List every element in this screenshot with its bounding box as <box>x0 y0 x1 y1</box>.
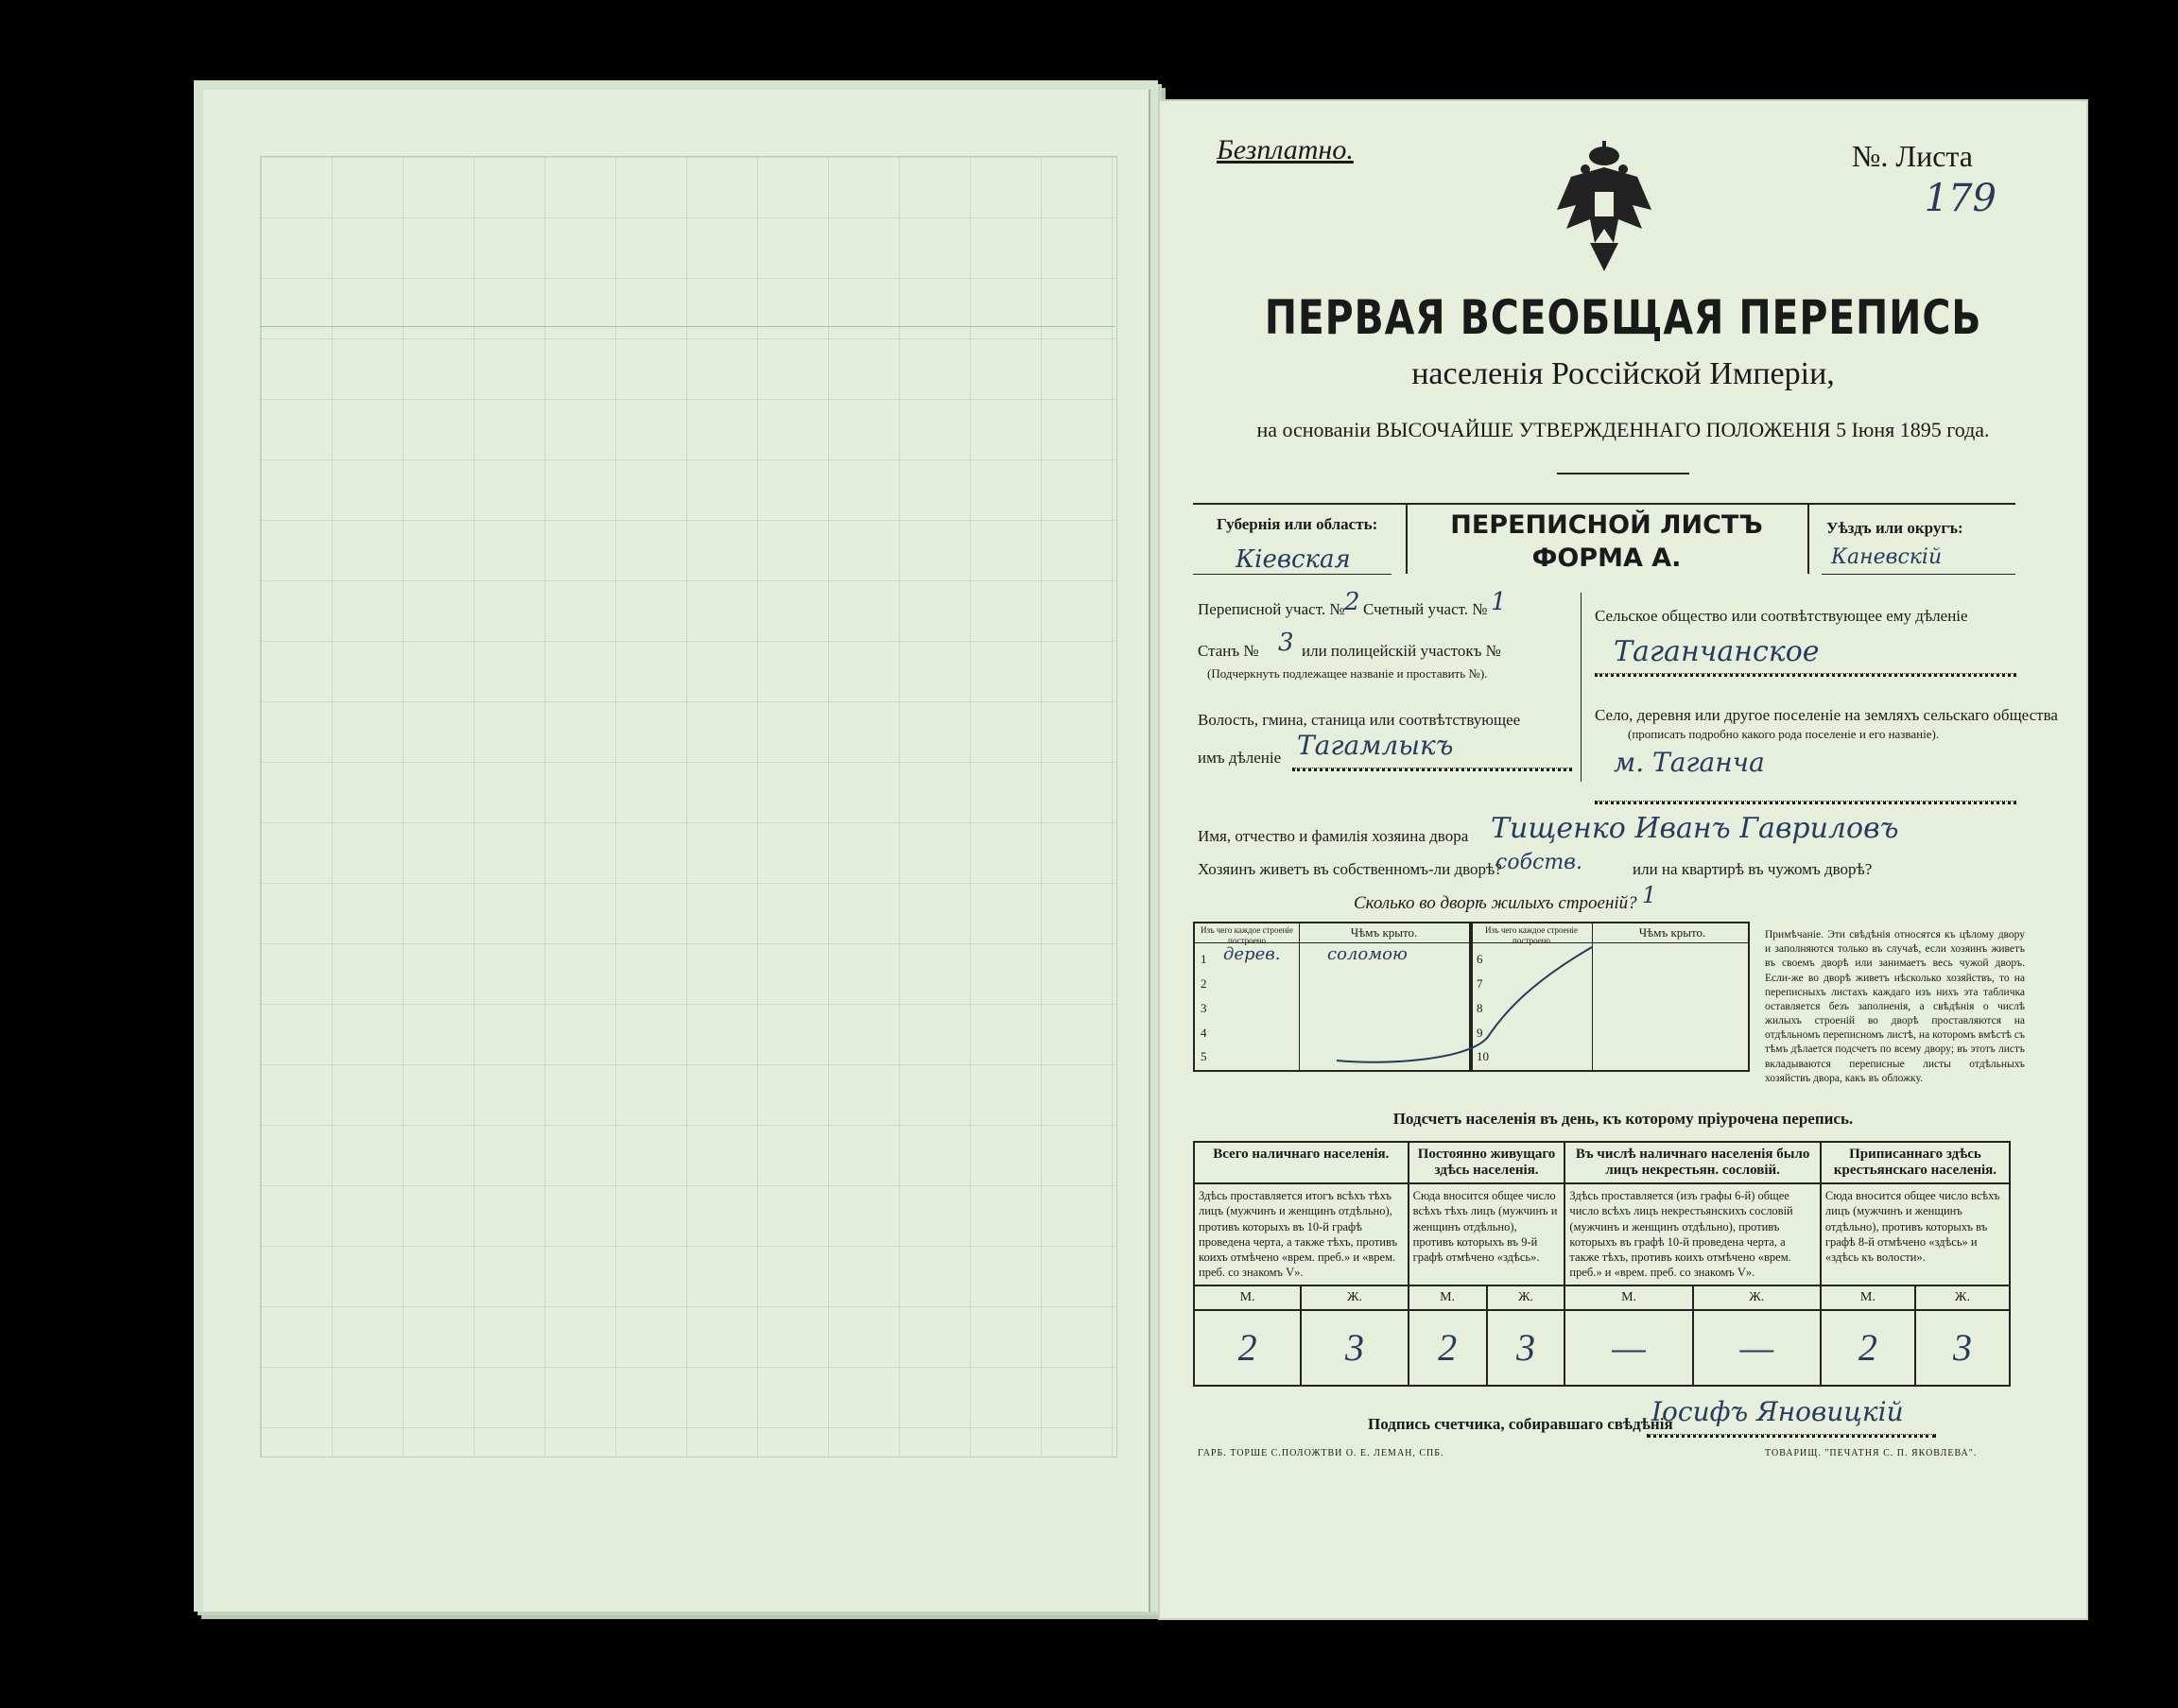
row-number: 1 <box>1201 952 1207 966</box>
own-yard-label: Хозяинъ живетъ въ собственномъ-ли дворѣ? <box>1198 860 1502 878</box>
village-underline <box>1595 801 2016 804</box>
population-female-value: — <box>1693 1310 1821 1386</box>
village-label: Село, деревня или другое поселеніе на земляхъ сельскаго общества <box>1595 706 2058 724</box>
volost-value: Тагамлыкъ <box>1297 730 1454 761</box>
form-subtitle: ФОРМА А. <box>1531 543 1682 573</box>
population-female-value: 3 <box>1915 1310 2010 1386</box>
population-male-value: — <box>1564 1310 1692 1386</box>
society-underline <box>1595 673 2016 677</box>
uezd-value: Каневскій <box>1831 545 1943 569</box>
female-label: Ж. <box>1487 1285 1565 1310</box>
strike-through-mark <box>1327 933 1611 1070</box>
buildings-table-col-rule <box>1299 923 1300 1070</box>
other-yard-label: или на квартирѣ въ чужомъ дворѣ? <box>1633 860 1873 878</box>
row-number: 7 <box>1477 976 1483 991</box>
printer-left: ГАРБ. ТОРШЕ С.ПОЛОЖТВИ О. Е. ЛЕМАН, СПБ. <box>1198 1448 1444 1458</box>
population-col-desc: Сюда вносится общее число всѣхъ тѣхъ лицъ (мужчинъ и женщинъ отдѣльно), противъ которыхъ въ 9-й графѣ отмѣчено «здѣсь». <box>1409 1183 1565 1285</box>
left-page-header-area <box>260 156 1115 327</box>
population-col-head: Постоянно живущаго здѣсь населенія. <box>1409 1142 1565 1183</box>
count-area-label: Счетный участ. № <box>1363 600 1488 618</box>
police-area-label: или полицейскій участокъ № <box>1302 642 1501 660</box>
population-col-head: Приписаннаго здѣсь крестьянскаго населенія. <box>1821 1142 2010 1183</box>
building-1-roof: соломою <box>1327 944 1408 964</box>
buildings-note: Примѣчаніе. Эти свѣдѣнія относятся къ цѣлому двору и заполняются только въ случаѣ, если хозяинъ живетъ въ своемъ дворѣ или занимаетъ весь чужой дворъ. Если-же во дворѣ живетъ нѣсколько хозяйствъ, то на переписныхъ листахъ каждаго изъ нихъ эта табличка оставляется безъ заполненія, а свѣдѣнія о числѣ жилыхъ строеній во дворѣ проставляются на отдѣльномъ переписномъ листѣ, на которомъ вмѣстѣ съ тѣмъ дѣлается подсчетъ по всему двору; въ этотъ листъ вкладываются переписные листы отдѣльныхъ хозяйствъ двора, какъ въ обложку. <box>1765 929 2025 1084</box>
row-number: 2 <box>1201 976 1207 991</box>
male-label: М. <box>1409 1285 1487 1310</box>
stan-note: (Подчеркнуть подлежащее названіе и проставить №). <box>1207 666 1488 681</box>
population-col-head: Въ числѣ наличнаго населенія было лицъ некрестьян. сословій. <box>1564 1142 1820 1183</box>
society-label: Сельское общество или соотвѣтствующее ему дѣленіе <box>1595 607 1968 625</box>
buildings-col-material: Изъ чего каждое строеніе построено <box>1201 925 1293 945</box>
volost-underline <box>1292 768 1572 771</box>
population-table <box>1193 1141 2011 1387</box>
village-value: м. Таганча <box>1614 747 1765 778</box>
population-female-value: 3 <box>1487 1310 1565 1386</box>
sheet-number-label: №. Листа <box>1851 139 1973 173</box>
owner-value: Тищенко Иванъ Гавриловъ <box>1491 812 1899 845</box>
buildings-col-material-2: Изъ чего каждое строеніе построено <box>1485 925 1578 945</box>
gubernia-label: Губернія или область: <box>1217 515 1378 533</box>
population-title: Подсчетъ населенія въ день, къ которому пріурочена перепись. <box>1392 1110 1854 1128</box>
buildings-table <box>1193 922 1750 1072</box>
header-divider-left <box>1406 503 1408 574</box>
signature-underline <box>1647 1434 1936 1438</box>
form-title: ПЕРЕПИСНОЙ ЛИСТЪ <box>1450 510 1763 540</box>
volost-label: Волость, гмина, станица или соотвѣтствующее <box>1198 711 1521 729</box>
row-number: 9 <box>1477 1026 1483 1040</box>
row-number: 10 <box>1477 1049 1489 1063</box>
signature-value: Іосифъ Яновицкій <box>1651 1396 1904 1427</box>
census-subtitle: населенія Россійской Имперіи, <box>1411 356 1835 391</box>
free-label: Безплатно. <box>1217 134 1354 165</box>
gubernia-underline <box>1193 574 1392 575</box>
female-label: Ж. <box>1693 1285 1821 1310</box>
stan-value: 3 <box>1278 629 1294 657</box>
own-yard-value: собств. <box>1495 851 1582 874</box>
left-page-grid <box>260 156 1117 1458</box>
imperial-eagle-icon <box>1552 139 1656 281</box>
census-form-page <box>1158 99 2088 1620</box>
row-number: 3 <box>1201 1001 1207 1015</box>
census-title: ПЕРВАЯ ВСЕОБЩАЯ ПЕРЕПИСЬ <box>1264 290 1982 345</box>
header-top-rule <box>1193 503 2015 505</box>
population-male-value: 2 <box>1821 1310 1915 1386</box>
volost-label-2: имъ дѣленіе <box>1198 749 1282 767</box>
gubernia-value: Кіевская <box>1236 545 1351 574</box>
row-number: 5 <box>1201 1049 1207 1063</box>
stan-label: Станъ № <box>1198 642 1259 660</box>
row-number: 4 <box>1201 1026 1207 1040</box>
male-label: М. <box>1194 1285 1301 1310</box>
male-label: М. <box>1564 1285 1692 1310</box>
signature-label: Подпись счетчика, собиравшаго свѣдѣнія <box>1368 1415 1673 1433</box>
uezd-label: Уѣздъ или округъ: <box>1826 519 1963 537</box>
buildings-label: Сколько во дворѣ жилыхъ строеній? <box>1354 893 1637 913</box>
population-col-desc: Здѣсь проставляется итогъ всѣхъ тѣхъ лицъ (мужчинъ и женщинъ отдѣльно), противъ которыхъ въ 10-й графѣ проведена черта, а также тѣхъ, противъ коихъ отмѣчено «врем. преб.» и «врем. преб. со знакомъ V». <box>1194 1183 1409 1285</box>
male-label: М. <box>1821 1285 1915 1310</box>
field-block-divider <box>1581 593 1582 782</box>
uezd-underline <box>1822 574 2015 575</box>
buildings-col-roof-2: Чѣмъ крыто. <box>1638 925 1706 940</box>
population-col-head: Всего наличнаго населенія. <box>1194 1142 1409 1183</box>
society-value: Таганчанское <box>1614 635 1820 668</box>
census-area-value: 2 <box>1344 588 1360 616</box>
sheet-number-value: 179 <box>1924 177 1996 220</box>
population-male-value: 2 <box>1194 1310 1301 1386</box>
building-1-material: дерев. <box>1223 944 1281 964</box>
left-page <box>203 90 1150 1612</box>
owner-label: Имя, отчество и фамилія хозяина двора <box>1198 827 1469 845</box>
header-divider-right <box>1807 503 1809 574</box>
count-area-value: 1 <box>1491 588 1507 616</box>
census-area-label: Переписной участ. № <box>1198 600 1345 618</box>
row-number: 6 <box>1477 952 1483 966</box>
printer-right: ТОВАРИЩ. "ПЕЧАТНЯ С. П. ЯКОВЛЕВА". <box>1765 1448 1978 1458</box>
buildings-value: 1 <box>1642 882 1657 908</box>
buildings-col-roof: Чѣмъ крыто. <box>1350 925 1418 940</box>
female-label: Ж. <box>1915 1285 2010 1310</box>
female-label: Ж. <box>1301 1285 1408 1310</box>
population-male-value: 2 <box>1409 1310 1487 1386</box>
row-number: 8 <box>1477 1001 1483 1015</box>
population-female-value: 3 <box>1301 1310 1408 1386</box>
population-col-desc: Сюда вносится общее число всѣхъ лицъ (мужчинъ и женщинъ отдѣльно), противъ которыхъ въ графѣ 8-й отмѣчено «здѣсь» и «здѣсь къ волости». <box>1821 1183 2010 1285</box>
village-note: (прописать подробно какого рода поселеніе и его названіе). <box>1628 727 1940 741</box>
title-divider <box>1557 473 1689 474</box>
legal-basis: на основаніи ВЫСОЧАЙШЕ УТВЕРЖДЕННАГО ПОЛОЖЕНІЯ 5 Іюня 1895 года. <box>1256 418 1990 441</box>
population-col-desc: Здѣсь проставляется (изъ графы 6-й) общее число всѣхъ лицъ некрестьянскихъ сословій (мужчинъ и женщинъ отдѣльно), противъ которыхъ въ графѣ 10-й проведена черта, а также тѣхъ, противъ коихъ отмѣчено «врем. преб.» и «врем. преб. со знакомъ V». <box>1564 1183 1820 1285</box>
